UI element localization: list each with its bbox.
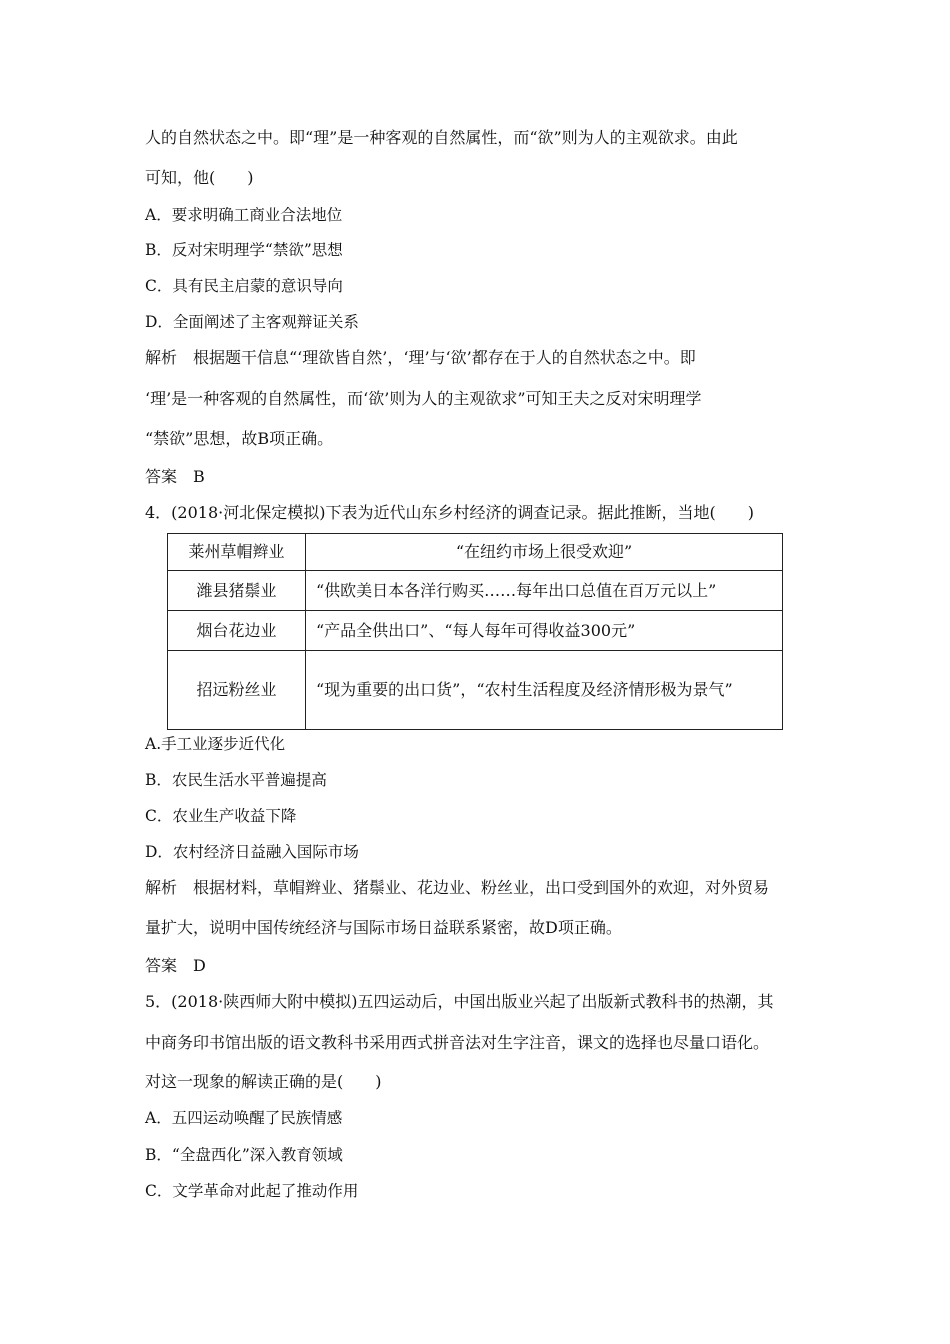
q3-stem-line-2: 可知，他( ) (145, 168, 254, 187)
table-cell-record: “现为重要的出口货”，“农村生活程度及经济情形极为景气” (306, 651, 783, 730)
q4-stem: 4．(2018·河北保定模拟)下表为近代山东乡村经济的调查记录。据此推断，当地( ) (145, 503, 754, 522)
q3-stem-line-1: 人的自然状态之中。即“理”是一种客观的自然属性，而“欲”则为人的主观欲求。由此 (145, 128, 738, 147)
q4-survey-table (167, 533, 783, 730)
q4-analysis-line-2: 量扩大，说明中国传统经济与国际市场日益联系紧密，故D项正确。 (145, 918, 622, 937)
q3-analysis-line-2: ‘理’是一种客观的自然属性，而‘欲’则为人的主观欲求”可知王夫之反对宋明理学 (145, 389, 702, 408)
q3-option-d: D．全面阐述了主客观辩证关系 (145, 313, 359, 331)
table-row (168, 611, 783, 651)
q5-stem-line-1: 5．(2018·陕西师大附中模拟)五四运动后，中国出版业兴起了出版新式教科书的热潮，其 (145, 992, 774, 1011)
table-row (168, 571, 783, 611)
table-cell-industry: 潍县猪鬃业 (168, 571, 306, 611)
q3-answer: 答案 B (145, 467, 205, 486)
table-row (168, 534, 783, 571)
q4-option-c: C．农业生产收益下降 (145, 807, 297, 825)
table-cell-industry: 烟台花边业 (168, 611, 306, 651)
q3-analysis-line-1: 解析 根据题干信息“‘理欲皆自然’，‘理’与‘欲’都存在于人的自然状态之中。即 (145, 348, 696, 367)
q3-option-a: A．要求明确工商业合法地位 (145, 206, 343, 224)
q5-option-a: A．五四运动唤醒了民族情感 (145, 1109, 343, 1127)
table-cell-record: “产品全供出口”、“每人每年可得收益300元” (306, 611, 783, 651)
q5-stem-line-3: 对这一现象的解读正确的是( ) (145, 1072, 382, 1091)
q5-option-b: B．“全盘西化”深入教育领域 (145, 1146, 343, 1164)
q3-option-b: B．反对宋明理学“禁欲”思想 (145, 241, 343, 259)
q4-analysis-line-1: 解析 根据材料，草帽辫业、猪鬃业、花边业、粉丝业，出口受到国外的欢迎，对外贸易 (145, 878, 770, 897)
table-cell-industry: 招远粉丝业 (168, 651, 306, 730)
q5-stem-line-2: 中商务印书馆出版的语文教科书采用西式拼音法对生字注音，课文的选择也尽量口语化。 (145, 1033, 770, 1052)
q3-option-c: C．具有民主启蒙的意识导向 (145, 277, 343, 295)
q4-option-b: B．农民生活水平普遍提高 (145, 771, 327, 789)
q4-option-d: D．农村经济日益融入国际市场 (145, 843, 359, 861)
q4-option-a: A.手工业逐步近代化 (145, 735, 286, 753)
q3-analysis-line-3: “禁欲”思想，故B项正确。 (145, 429, 334, 448)
q5-option-c: C．文学革命对此起了推动作用 (145, 1182, 359, 1200)
table-cell-industry: 莱州草帽辫业 (168, 534, 306, 571)
table-row (168, 651, 783, 730)
q4-answer: 答案 D (145, 956, 206, 975)
table-cell-record: “供欧美日本各洋行购买……每年出口总值在百万元以上” (306, 571, 783, 611)
table-cell-record: “在纽约市场上很受欢迎” (306, 534, 783, 571)
